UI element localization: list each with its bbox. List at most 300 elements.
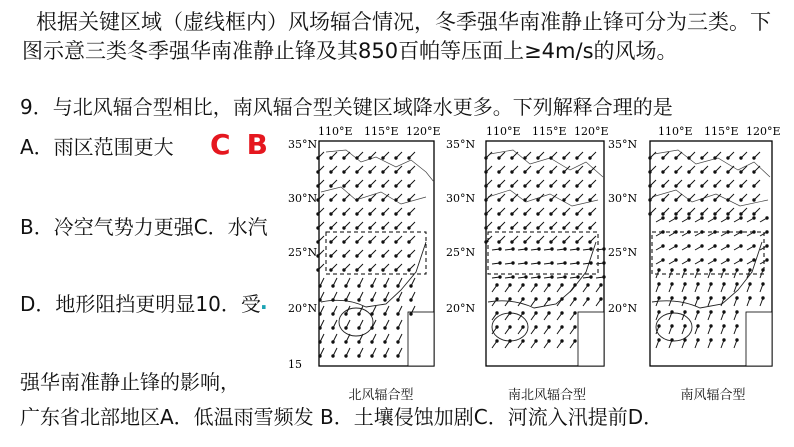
caption-map1: 北风辐合型 <box>348 388 414 403</box>
wind-arrow-head <box>577 248 579 250</box>
wind-arrow-head <box>561 326 563 328</box>
wind-arrow-head <box>753 245 755 247</box>
wind-arrow-head <box>343 199 345 201</box>
wind-arrow-head <box>723 283 725 285</box>
wind-arrow-head <box>727 217 729 219</box>
wind-arrow-head <box>535 312 537 314</box>
wind-arrow-head <box>538 262 540 264</box>
wind-arrow-head <box>358 285 360 287</box>
wind-arrow-head <box>723 311 725 313</box>
wind-arrow-head <box>343 157 345 159</box>
wind-arrow-head <box>537 213 539 215</box>
wind-arrow-head <box>343 171 345 173</box>
wind-arrow-head <box>371 355 373 357</box>
wind-arrow-head <box>524 227 526 229</box>
wind-arrow-head <box>766 259 768 261</box>
lon-label-115-m2: 115°E <box>532 125 567 138</box>
lat-label-25-m2: 25°N <box>446 246 476 259</box>
lat-label-25: 25°N <box>288 246 318 259</box>
wind-arrow-head <box>675 157 677 159</box>
wind-arrow-head <box>649 199 651 201</box>
wind-arrow-head <box>587 298 589 300</box>
wind-arrow-head <box>358 341 360 343</box>
wind-arrow-head <box>537 199 539 201</box>
wind-arrow-head <box>675 245 677 247</box>
wind-arrow-head <box>710 269 712 271</box>
wind-arrow-head <box>509 312 511 314</box>
wind-arrow-head <box>343 241 345 243</box>
wind-arrow-head <box>551 276 553 278</box>
wind-arrow-head <box>369 255 371 257</box>
wind-arrow-head <box>522 312 524 314</box>
wind-arrow-head <box>574 340 576 342</box>
wind-arrow-head <box>511 241 513 243</box>
wind-arrow-head <box>574 312 576 314</box>
lat-label-35-m2: 35°N <box>446 138 476 151</box>
wind-arrow-head <box>332 313 334 315</box>
wind-arrow-head <box>710 283 712 285</box>
wind-arrow-head <box>522 326 524 328</box>
wind-arrow-head <box>688 199 690 201</box>
wind-arrow-head <box>525 262 527 264</box>
wind-arrow-head <box>496 312 498 314</box>
wind-arrow-head <box>522 298 524 300</box>
wind-arrow-head <box>410 313 412 315</box>
wind-arrow-head <box>397 285 399 287</box>
wind-arrow-head <box>589 185 591 187</box>
wind-arrow-head <box>511 157 513 159</box>
wind-arrow-head <box>740 231 742 233</box>
wind-arrow-head <box>564 262 566 264</box>
wind-arrow-head <box>496 298 498 300</box>
wind-arrow-head <box>550 171 552 173</box>
lat-label-30: 30°N <box>288 192 318 205</box>
wind-arrow-head <box>671 269 673 271</box>
wind-arrow-head <box>766 245 768 247</box>
wind-arrow-head <box>410 285 412 287</box>
wind-arrow-head <box>658 283 660 285</box>
wind-arrow-head <box>662 259 664 261</box>
wind-arrow-head <box>576 171 578 173</box>
wind-arrow-head <box>395 213 397 215</box>
wind-arrow-head <box>371 341 373 343</box>
wind-arrow-head <box>496 326 498 328</box>
wind-arrow-head <box>563 213 565 215</box>
wind-arrow-head <box>684 297 686 299</box>
wind-arrow-head <box>371 327 373 329</box>
wind-arrow-head <box>512 248 514 250</box>
wind-arrow-head <box>688 217 690 219</box>
wind-arrow-head <box>671 297 673 299</box>
wind-arrow-head <box>408 185 410 187</box>
wind-arrow-head <box>550 185 552 187</box>
wind-arrow-head <box>538 276 540 278</box>
wind-arrow-head <box>395 255 397 257</box>
wind-arrow-head <box>408 199 410 201</box>
wind-arrow-head <box>382 157 384 159</box>
lon-label-115: 115°E <box>364 125 399 138</box>
wind-arrow-head <box>356 255 358 257</box>
wind-arrow-head <box>498 199 500 201</box>
wind-arrow-head <box>662 157 664 159</box>
wind-arrow-head <box>701 245 703 247</box>
wind-arrow-head <box>671 325 673 327</box>
wind-arrow-head <box>688 185 690 187</box>
continuation-text: 强华南准静止锋的影响， <box>20 370 240 394</box>
wind-arrow-head <box>589 241 591 243</box>
wind-arrow-head <box>590 262 592 264</box>
wind-arrow-head <box>727 157 729 159</box>
wind-arrow-head <box>345 327 347 329</box>
wind-arrow-head <box>714 185 716 187</box>
wind-arrow-head <box>525 248 527 250</box>
wind-arrow-head <box>369 157 371 159</box>
wind-arrow-head <box>408 269 410 271</box>
wind-arrow-head <box>408 213 410 215</box>
lon-label-115-m3: 115°E <box>704 125 739 138</box>
wind-arrow-head <box>600 284 602 286</box>
wind-arrow-head <box>382 213 384 215</box>
wind-arrow-head <box>749 283 751 285</box>
wind-arrow-head <box>736 297 738 299</box>
wind-arrow-head <box>509 340 511 342</box>
wind-arrow-head <box>753 259 755 261</box>
wind-arrow-head <box>662 245 664 247</box>
wind-arrow-head <box>330 171 332 173</box>
wind-arrow-head <box>356 199 358 201</box>
wind-arrow-head <box>574 298 576 300</box>
wind-arrow-head <box>345 285 347 287</box>
wind-arrow-head <box>710 339 712 341</box>
wind-arrow-head <box>662 199 664 201</box>
wind-arrow-head <box>356 157 358 159</box>
wind-arrow-head <box>550 241 552 243</box>
wind-arrow-head <box>561 312 563 314</box>
lon-label-120-m2: 120°E <box>574 125 609 138</box>
wind-arrow-head <box>345 299 347 301</box>
wind-arrow-head <box>753 171 755 173</box>
wind-arrow-head <box>369 213 371 215</box>
wind-arrow-head <box>535 298 537 300</box>
wind-arrow-head <box>714 157 716 159</box>
wind-arrow-head <box>356 241 358 243</box>
wind-arrow-head <box>397 341 399 343</box>
wind-arrow-head <box>548 312 550 314</box>
wind-arrow-head <box>395 199 397 201</box>
wind-arrow-head <box>714 171 716 173</box>
wind-arrow-head <box>658 297 660 299</box>
wind-arrow-head <box>671 339 673 341</box>
wind-arrow-head <box>343 185 345 187</box>
wind-arrow-head <box>684 339 686 341</box>
wind-arrow-head <box>384 327 386 329</box>
wind-arrow-head <box>576 213 578 215</box>
wind-arrow-head <box>662 213 664 215</box>
wind-arrow-head <box>408 227 410 229</box>
wind-arrow-head <box>356 269 358 271</box>
wind-arrow-head <box>408 255 410 257</box>
wind-arrow-head <box>675 217 677 219</box>
wind-arrow-head <box>714 199 716 201</box>
question-10: 广东省北部地区A．低温雨雪频发 B．土壤侵蚀加剧C．河流入汛提前D． <box>20 405 664 429</box>
wind-arrow-head <box>384 285 386 287</box>
wind-arrow-head <box>561 298 563 300</box>
wind-arrow-head <box>576 241 578 243</box>
wind-arrow-head <box>356 171 358 173</box>
wind-arrow-head <box>330 227 332 229</box>
wind-arrow-head <box>564 276 566 278</box>
wind-arrow-head <box>701 231 703 233</box>
wind-arrow-head <box>408 157 410 159</box>
wind-arrow-head <box>563 171 565 173</box>
wind-arrow-head <box>701 185 703 187</box>
wind-arrow-head <box>736 339 738 341</box>
wind-arrow-head <box>563 199 565 201</box>
lat-label-20-m3: 20°N <box>608 302 638 315</box>
wind-arrow-head <box>675 185 677 187</box>
wind-arrow-head <box>369 241 371 243</box>
wind-arrow-head <box>498 171 500 173</box>
wind-arrow-head <box>330 213 332 215</box>
wind-arrow-head <box>736 269 738 271</box>
wind-arrow-head <box>498 185 500 187</box>
wind-arrow-head <box>395 269 397 271</box>
wind-arrow-head <box>727 185 729 187</box>
wind-arrow-head <box>723 339 725 341</box>
wind-arrow-head <box>408 241 410 243</box>
wind-arrow-head <box>499 276 501 278</box>
wind-arrow-head <box>688 259 690 261</box>
wind-arrow-head <box>551 248 553 250</box>
wind-arrow-head <box>345 313 347 315</box>
wind-arrow-head <box>358 327 360 329</box>
wind-arrow-head <box>524 171 526 173</box>
wind-arrow-head <box>524 157 526 159</box>
wind-arrow-head <box>727 259 729 261</box>
lon-label-110: 110°E <box>318 125 353 138</box>
wind-arrow-head <box>589 213 591 215</box>
wind-arrow-head <box>762 297 764 299</box>
wind-arrow-head <box>577 276 579 278</box>
wind-arrow-head <box>723 325 725 327</box>
wind-arrow-head <box>753 199 755 201</box>
wind-arrow-head <box>649 171 651 173</box>
wind-arrow-head <box>358 299 360 301</box>
wind-arrow-head <box>537 185 539 187</box>
wind-arrow-head <box>330 185 332 187</box>
wind-arrow-head <box>384 355 386 357</box>
wind-arrow-head <box>330 269 332 271</box>
wind-arrow-head <box>727 231 729 233</box>
wind-arrow-head <box>753 213 755 215</box>
wind-arrow-head <box>675 231 677 233</box>
wind-arrow-head <box>511 185 513 187</box>
wind-arrow-head <box>537 157 539 159</box>
wind-arrow-head <box>395 157 397 159</box>
wind-arrow-head <box>395 241 397 243</box>
wind-arrow-head <box>343 255 345 257</box>
wind-arrow-head <box>723 269 725 271</box>
wind-arrow-head <box>749 269 751 271</box>
wind-arrow-head <box>395 171 397 173</box>
wind-arrow-head <box>714 217 716 219</box>
wind-arrow-head <box>369 185 371 187</box>
answer-1: C <box>210 128 243 161</box>
answer-2: B <box>246 128 280 161</box>
wind-arrow-head <box>332 327 334 329</box>
wind-arrow-head <box>524 213 526 215</box>
lon-label-120-m3: 120°E <box>746 125 781 138</box>
wind-arrow-head <box>548 340 550 342</box>
wind-arrow-head <box>589 171 591 173</box>
wind-arrow-head <box>511 199 513 201</box>
wind-arrow-head <box>762 283 764 285</box>
wind-arrow-head <box>524 241 526 243</box>
wind-arrow-head <box>496 340 498 342</box>
wind-arrow-head <box>671 311 673 313</box>
wind-arrow-head <box>498 227 500 229</box>
map-south-wind <box>630 122 790 402</box>
wind-arrow-head <box>522 340 524 342</box>
wind-arrow-head <box>736 325 738 327</box>
wind-arrow-head <box>736 283 738 285</box>
wind-arrow-head <box>723 297 725 299</box>
wind-arrow-head <box>658 339 660 341</box>
wind-arrow-head <box>740 259 742 261</box>
wind-arrow-head <box>561 284 563 286</box>
wind-arrow-head <box>603 248 605 250</box>
wind-arrow-head <box>697 339 699 341</box>
wind-arrow-head <box>697 283 699 285</box>
wind-arrow-head <box>498 157 500 159</box>
wind-arrow-head <box>382 171 384 173</box>
wind-arrow-head <box>332 355 334 357</box>
wind-arrow-head <box>574 326 576 328</box>
wind-arrow-head <box>509 284 511 286</box>
wind-arrow-head <box>753 185 755 187</box>
caption-map2: 南北风辐合型 <box>507 388 586 403</box>
wind-arrow-head <box>675 259 677 261</box>
wind-arrow-head <box>658 311 660 313</box>
wind-arrow-head <box>688 171 690 173</box>
wind-arrow-head <box>512 276 514 278</box>
lat-label-35-m3: 35°N <box>608 138 638 151</box>
wind-arrow-head <box>603 276 605 278</box>
wind-arrow-head <box>727 171 729 173</box>
wind-arrow-head <box>332 285 334 287</box>
wind-arrow-head <box>524 199 526 201</box>
wind-arrow-head <box>382 255 384 257</box>
wind-arrow-head <box>343 269 345 271</box>
lat-label-15: 15 <box>288 358 302 371</box>
wind-arrow-head <box>563 227 565 229</box>
wind-arrow-head <box>330 199 332 201</box>
wind-arrow-head <box>397 327 399 329</box>
wind-arrow-head <box>509 326 511 328</box>
wind-arrow-head <box>701 259 703 261</box>
wind-arrow-head <box>590 276 592 278</box>
wind-arrow-head <box>408 171 410 173</box>
wind-arrow-head <box>753 231 755 233</box>
wind-arrow-head <box>576 199 578 201</box>
wind-arrow-head <box>753 157 755 159</box>
lat-label-25-m3: 25°N <box>608 246 638 259</box>
wind-arrow-head <box>701 171 703 173</box>
wind-arrow-head <box>548 326 550 328</box>
wind-arrow-head <box>535 326 537 328</box>
wind-arrow-head <box>371 313 373 315</box>
wind-arrow-head <box>658 325 660 327</box>
wind-arrow-head <box>649 157 651 159</box>
wind-arrow-head <box>587 284 589 286</box>
lon-label-110-m2: 110°E <box>486 125 521 138</box>
wind-arrow-head <box>740 199 742 201</box>
wind-arrow-head <box>499 248 501 250</box>
wind-arrow-head <box>576 157 578 159</box>
lat-label-35: 35°N <box>288 138 318 151</box>
wind-arrow-head <box>550 227 552 229</box>
wind-arrow-head <box>662 217 664 219</box>
wind-arrow-head <box>535 340 537 342</box>
wind-arrow-head <box>499 262 501 264</box>
wind-arrow-head <box>369 199 371 201</box>
wind-arrow-head <box>332 341 334 343</box>
wind-arrow-head <box>522 284 524 286</box>
wind-arrow-head <box>548 298 550 300</box>
wind-arrow-head <box>697 325 699 327</box>
wind-arrow-head <box>369 269 371 271</box>
wind-arrow-head <box>371 285 373 287</box>
wind-arrow-head <box>688 231 690 233</box>
intro-paragraph: 根据关键区域（虚线框内）风场辐合情况，冬季强华南准静止锋可分为三类。下图示意三类冬季强华南准静止锋及其850百帕等压面上≥4m/s的风场。 <box>22 10 771 63</box>
wind-arrow-head <box>561 340 563 342</box>
wind-arrow-head <box>343 213 345 215</box>
wind-arrow-head <box>358 313 360 315</box>
wind-arrow-head <box>697 269 699 271</box>
wind-arrow-head <box>603 262 605 264</box>
wind-arrow-head <box>330 255 332 257</box>
wind-arrow-head <box>766 231 768 233</box>
lat-label-20: 20°N <box>288 302 318 315</box>
wind-arrow-head <box>589 227 591 229</box>
wind-arrow-head <box>675 199 677 201</box>
question-9: 9．与北风辐合型相比，南风辐合型关键区域降水更多。下列解释合理的是 <box>20 95 673 119</box>
wind-arrow-head <box>600 298 602 300</box>
wind-arrow-head <box>662 171 664 173</box>
wind-arrow-head <box>384 313 386 315</box>
wind-arrow-head <box>550 213 552 215</box>
wind-arrow-head <box>649 213 651 215</box>
wind-arrow-head <box>384 341 386 343</box>
wind-arrow-head <box>684 283 686 285</box>
wind-arrow-head <box>762 269 764 271</box>
wind-arrow-head <box>524 185 526 187</box>
wind-arrow-head <box>684 269 686 271</box>
wind-arrow-head <box>371 299 373 301</box>
wind-arrow-head <box>701 157 703 159</box>
wind-arrow-head <box>714 231 716 233</box>
wind-arrow-head <box>496 284 498 286</box>
wind-arrow-head <box>701 213 703 215</box>
wind-arrow-head <box>710 297 712 299</box>
wind-arrow-head <box>740 157 742 159</box>
wind-arrow-head <box>589 157 591 159</box>
lat-label-30-m3: 30°N <box>608 192 638 205</box>
wind-arrow-head <box>548 284 550 286</box>
wind-arrow-head <box>537 227 539 229</box>
wind-arrow-head <box>551 262 553 264</box>
wind-arrow-head <box>710 311 712 313</box>
